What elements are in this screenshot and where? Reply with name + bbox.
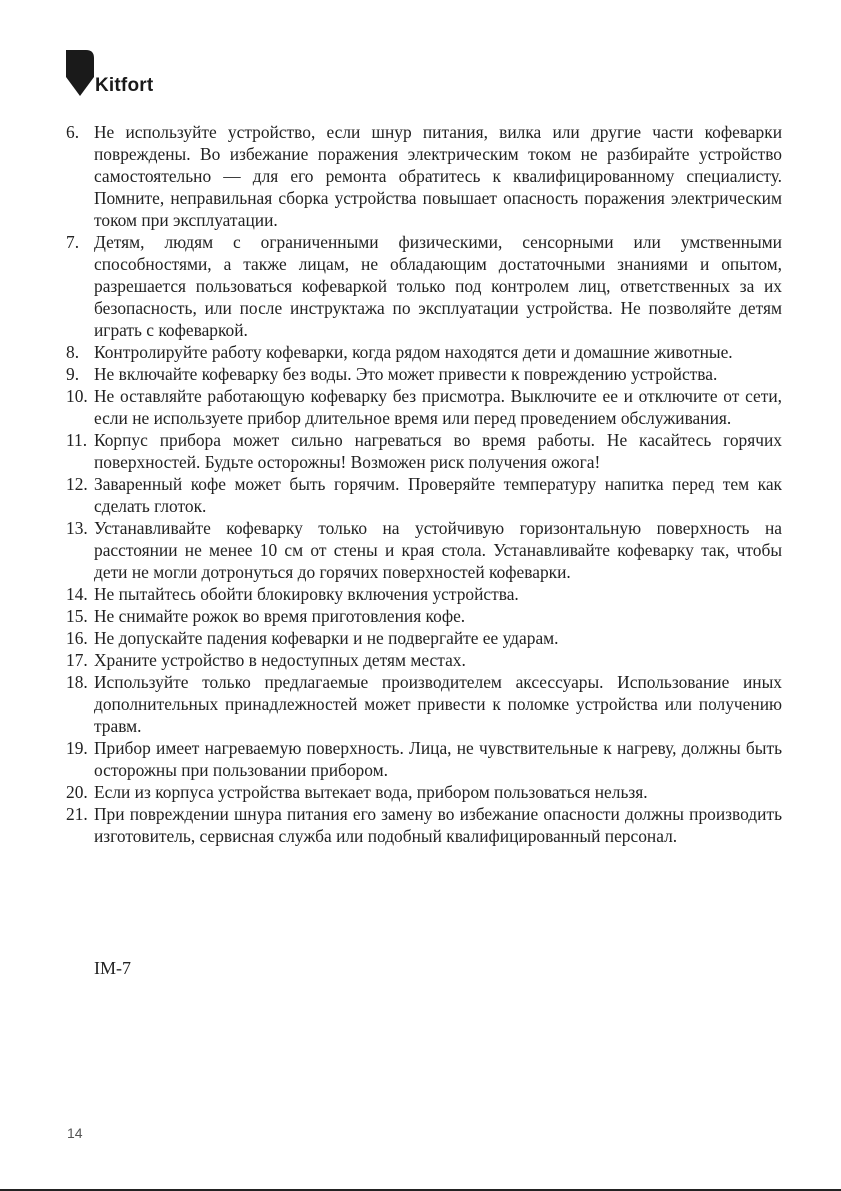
- item-number: 13.: [66, 518, 88, 538]
- item-text: Не включайте кофеварку без воды. Это может привести к повреждению устройства.: [94, 364, 718, 384]
- safety-instructions-list: [66, 121, 782, 847]
- item-number: 11.: [66, 430, 88, 450]
- item-text: Храните устройство в недоступных детям местах.: [94, 650, 466, 670]
- list-item: [66, 341, 782, 363]
- item-number: 20.: [66, 782, 88, 802]
- model-code: IM-7: [94, 958, 131, 978]
- list-item: [66, 363, 782, 385]
- list-item: [66, 429, 782, 473]
- item-number: 12.: [66, 474, 88, 494]
- item-text: Не снимайте рожок во время приготовления кофе.: [94, 606, 466, 626]
- list-item: [66, 649, 782, 671]
- item-number: 19.: [66, 738, 88, 758]
- item-text: Заваренный кофе может быть горячим. Проверяйте температуру напитка перед тем как сделать глоток.: [94, 474, 782, 516]
- item-text: Не используйте устройство, если шнур питания, вилка или другие части кофеварки повреждены. Во избежание поражения электрическим током не разбирайте устройство самостоятельно — для его ремонта обратитесь к квалифицированному специалисту. Помните, неправильная сборка устройства повышает опасность поражения электрическим током при эксплуатации.: [94, 122, 782, 230]
- list-item: [66, 517, 782, 583]
- list-item: [66, 583, 782, 605]
- item-number: 15.: [66, 606, 88, 626]
- list-item: [66, 231, 782, 341]
- kitfort-logo-icon: [66, 50, 94, 96]
- item-number: 8.: [66, 342, 80, 362]
- item-text: Не оставляйте работающую кофеварку без присмотра. Выключите ее и отключите от сети, если не используете прибор длительное время или перед проведением обслуживания.: [94, 386, 782, 428]
- item-number: 16.: [66, 628, 88, 648]
- page-number: 14: [67, 1125, 83, 1141]
- item-text: Устанавливайте кофеварку только на устойчивую горизонтальную поверхность на расстоянии не менее 10 см от стены и края стола. Устанавливайте кофеварку так, чтобы дети не могли дотронуться до горячих поверхностей кофеварки.: [94, 518, 782, 582]
- list-item: [66, 627, 782, 649]
- brand-logo: [66, 50, 176, 100]
- item-text: Не допускайте падения кофеварки и не подвергайте ее ударам.: [94, 628, 559, 648]
- item-number: 9.: [66, 364, 80, 384]
- item-text: Если из корпуса устройства вытекает вода, прибором пользоваться нельзя.: [94, 782, 648, 802]
- list-item: [66, 385, 782, 429]
- list-item: [66, 671, 782, 737]
- list-item: [66, 473, 782, 517]
- item-number: 10.: [66, 386, 88, 406]
- list-item: [66, 803, 782, 847]
- brand-name: Kitfort: [95, 75, 154, 96]
- item-text: Детям, людям с ограниченными физическими, сенсорными или умственными способностями, а также лицам, не обладающим достаточными знаниями и опытом, разрешается пользоваться кофеваркой только под контролем лиц, ответственных за их безопасность, или после инструктажа по эксплуатации устройства. Не позволяйте детям играть с кофеваркой.: [94, 232, 782, 340]
- item-number: 21.: [66, 804, 88, 824]
- list-item: [66, 121, 782, 231]
- item-text: Используйте только предлагаемые производителем аксессуары. Использование иных дополнительных принадлежностей может привести к поломке устройства или получению травм.: [94, 672, 782, 736]
- item-number: 6.: [66, 122, 80, 142]
- item-number: 17.: [66, 650, 88, 670]
- list-item: [66, 605, 782, 627]
- item-text: Контролируйте работу кофеварки, когда рядом находятся дети и домашние животные.: [94, 342, 733, 362]
- item-number: 7.: [66, 232, 80, 252]
- item-text: При повреждении шнура питания его замену во избежание опасности должны производить изготовитель, сервисная служба или подобный квалифицированный персонал.: [94, 804, 782, 846]
- list-item: [66, 781, 782, 803]
- list-item: [66, 737, 782, 781]
- item-text: Корпус прибора может сильно нагреваться во время работы. Не касайтесь горячих поверхностей. Будьте осторожны! Возможен риск получения ожога!: [94, 430, 782, 472]
- item-number: 14.: [66, 584, 88, 604]
- item-text: Прибор имеет нагреваемую поверхность. Лица, не чувствительные к нагреву, должны быть осторожны при пользовании прибором.: [94, 738, 782, 780]
- item-text: Не пытайтесь обойти блокировку включения устройства.: [94, 584, 519, 604]
- item-number: 18.: [66, 672, 88, 692]
